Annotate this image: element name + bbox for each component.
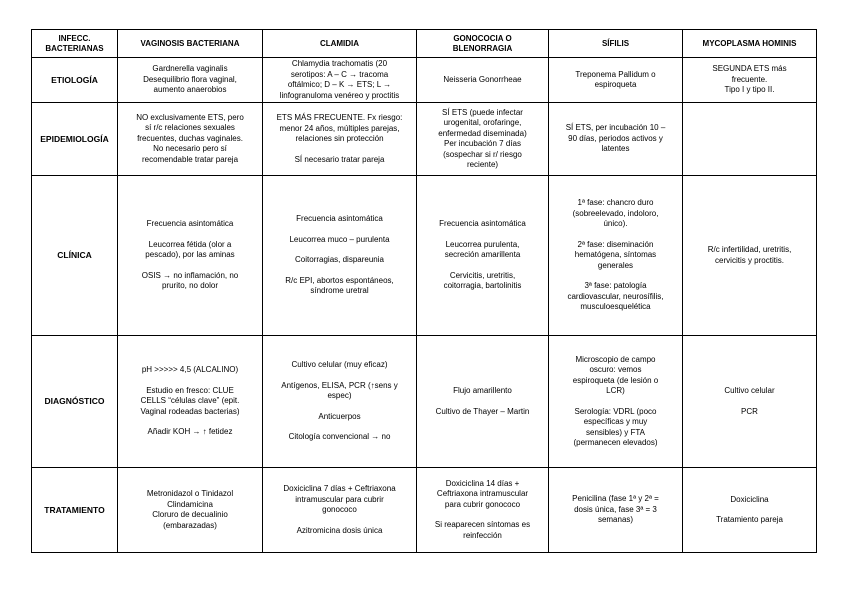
header-text-line: MYCOPLASMA HOMINIS	[702, 38, 797, 48]
paragraph-gap	[266, 145, 413, 155]
table-cell	[263, 468, 417, 553]
cell-text-line: PCR	[741, 406, 758, 416]
cell-text-line: dosis única, fase 3ª = 3	[574, 504, 657, 514]
cell-text-line: Doxiciclina	[730, 494, 769, 504]
cell-text-line: SEGUNDA ETS más	[712, 64, 787, 74]
table-cell	[118, 58, 263, 103]
table-cell	[263, 336, 417, 468]
cell-text-line: para cubrir gonococo	[444, 499, 521, 509]
paragraph-gap	[420, 397, 545, 407]
cell-text-line: Cultivo de Thayer – Martin	[435, 406, 530, 416]
paragraph-gap	[266, 245, 413, 255]
cell-text-line: oftálmico; D – K → ETS; L →	[287, 80, 392, 89]
row-label: DIAGNÓSTICO	[32, 336, 118, 468]
table-cell	[549, 103, 683, 176]
cell-text-line: Tratamiento pareja	[716, 515, 783, 524]
paragraph-gap	[552, 271, 679, 281]
cell-text-line: único).	[603, 219, 628, 229]
header-row	[32, 30, 817, 58]
table-row	[32, 176, 817, 336]
header-text-line: CLAMIDIA	[319, 38, 360, 48]
cell-text-line: generales	[597, 260, 634, 270]
table-cell	[417, 468, 549, 553]
cell-text-line: sí r/c relaciones sexuales	[145, 123, 235, 133]
paragraph-gap	[121, 230, 259, 240]
header-infecciones	[32, 30, 118, 58]
table-cell	[263, 103, 417, 176]
table-cell	[118, 336, 263, 468]
table-cell	[549, 468, 683, 553]
cell-text-line: Vaginal rodeadas bacterias)	[140, 406, 240, 416]
cell-text-line: Microscopio de campo	[575, 354, 656, 364]
cell-text-line: urogenital, orofaringe,	[443, 118, 522, 127]
table-cell	[417, 336, 549, 468]
header-text-line: INFECC.	[58, 33, 91, 43]
cell-text-line: Cervicitis, uretritis,	[449, 270, 516, 280]
cell-text-line: Azitromicina dosis única	[296, 525, 383, 535]
header-text-line: BACTERIANAS	[45, 43, 104, 53]
table-cell	[417, 58, 549, 103]
cell-text-line: Añadir KOH → ↑ fetidez	[147, 427, 233, 437]
paragraph-gap	[686, 397, 813, 407]
paragraph-gap	[420, 261, 545, 271]
table-cell	[549, 176, 683, 336]
paragraph-gap	[266, 371, 413, 381]
paragraph-gap	[121, 261, 259, 271]
header-text-line: GONOCOCIA O	[453, 33, 512, 43]
cell-text-line: pescado), por las aminas	[145, 250, 235, 260]
cell-text-line: 3ª fase: patología	[584, 281, 647, 291]
cell-text-line: musculoesquelética	[580, 302, 651, 312]
cell-text-line: prurito, no dolor	[161, 281, 219, 291]
cell-text-line: reciente)	[466, 160, 499, 169]
paragraph-gap	[686, 505, 813, 515]
cell-text-line: semanas)	[597, 515, 634, 525]
header-vaginosis	[118, 30, 263, 58]
table-cell	[683, 176, 817, 336]
row-label: TRATAMIENTO	[32, 468, 118, 553]
table-cell	[549, 336, 683, 468]
cell-text-line: 90 días, periodos activos y	[568, 133, 663, 143]
cell-text-line: serotipos: A – C → tracoma	[290, 69, 389, 79]
cell-text-line: Serología: VDRL (poco	[574, 406, 657, 416]
cell-text-line: R/c EPI, abortos espontáneos,	[285, 275, 394, 285]
row-label: EPIDEMIOLOGÍA	[32, 103, 118, 176]
cell-text-line: Per incubación 7 días	[444, 139, 521, 148]
cell-text-line: frecuentes, duchas vaginales.	[137, 133, 243, 143]
cell-text-line: enfermedad diseminada)	[438, 128, 527, 138]
table-row	[32, 336, 817, 468]
table-cell	[417, 176, 549, 336]
cell-text-line: síndrome uretral	[310, 286, 369, 296]
cell-text-line: cervicitis y proctitis.	[715, 255, 784, 265]
row-label: ETIOLOGÍA	[32, 58, 118, 103]
cell-text-line: Leucorrea purulenta,	[445, 239, 520, 249]
cell-text-line: Flujo amarillento	[453, 386, 512, 395]
table-cell	[118, 103, 263, 176]
cell-text-line: 1ª fase: chancro duro	[577, 198, 654, 208]
table-cell	[549, 58, 683, 103]
cell-text-line: Doxiciclina 14 días +	[445, 478, 520, 488]
cell-text-line: Doxiciclina 7 días + Ceftriaxona	[283, 484, 396, 493]
cell-text-line: Estudio en fresco: CLUE	[146, 385, 234, 395]
cell-text-line: SÍ ETS, per incubación 10 –	[565, 123, 666, 133]
cell-text-line: Leucorrea muco – purulenta	[289, 234, 390, 244]
cell-text-line: (permanecen elevados)	[573, 438, 658, 447]
cell-text-line: Desequilibrio flora vaginal,	[143, 74, 237, 84]
header-sifilis	[549, 30, 683, 58]
cell-text-line: reinfección	[463, 530, 502, 540]
paragraph-gap	[121, 417, 259, 427]
cell-text-line: cardiovascular, neurosífilis,	[567, 291, 664, 301]
table-cell	[683, 468, 817, 553]
cell-text-line: frecuente.	[731, 74, 768, 84]
table-cell	[263, 58, 417, 103]
cell-text-line: SÍ necesario tratar pareja	[294, 154, 385, 164]
cell-text-line: hematógena, síntomas	[574, 250, 657, 260]
cell-text-line: 2ª fase: diseminación	[577, 239, 654, 249]
cell-text-line: Si reaparecen síntomas es	[434, 520, 531, 530]
paragraph-gap	[266, 516, 413, 526]
paragraph-gap	[552, 397, 679, 407]
cell-text-line: espiroqueta	[594, 80, 637, 89]
table-row	[32, 58, 817, 103]
paragraph-gap	[266, 402, 413, 412]
cell-text-line: gonococo	[322, 505, 357, 514]
cell-text-line: ETS MÁS FRECUENTE. Fx riesgo:	[276, 113, 403, 122]
paragraph-gap	[420, 230, 545, 240]
cell-text-line: R/c infertilidad, uretritis,	[707, 245, 792, 254]
cell-text-line: espiroqueta (de lesión o	[572, 375, 659, 385]
header-mycoplasma	[683, 30, 817, 58]
cell-text-line: No necesario pero sí	[153, 144, 227, 154]
cell-text-line: oscuro: vemos	[589, 365, 642, 374]
cell-text-line: Coitorragias, dispareunia	[295, 255, 384, 265]
cell-text-line: Penicilina (fase 1ª y 2ª =	[572, 494, 659, 504]
cell-text-line: Gardnerella vaginalis	[152, 64, 228, 74]
table-cell	[263, 176, 417, 336]
cell-text-line: OSIS → no inflamación, no	[141, 270, 239, 280]
cell-text-line: Cultivo celular (muy eficaz)	[291, 360, 388, 370]
header-text-line: BLENORRAGIA	[452, 43, 513, 53]
row-label: CLÍNICA	[32, 176, 118, 336]
cell-text-line: intramuscular para cubrir	[295, 494, 384, 504]
cell-text-line: coitorragia, bartolinitis	[443, 281, 522, 291]
cell-text-line: CELLS “células clave” (epit.	[140, 396, 240, 406]
cell-text-line: Cultivo celular	[724, 386, 775, 395]
table-cell	[683, 336, 817, 468]
cell-text-line: sensibles) y FTA	[586, 427, 645, 437]
header-text-line: SÍFILIS	[601, 38, 630, 48]
cell-text-line: específicas y muy	[583, 417, 648, 426]
header-gonococia	[417, 30, 549, 58]
cell-text-line: Neisseria Gonorrheae	[443, 74, 522, 84]
cell-text-line: Frecuencia asintomática	[296, 214, 383, 224]
table-cell	[683, 58, 817, 103]
cell-text-line: recomendable tratar pareja	[141, 154, 239, 164]
cell-text-line: menor 24 años, múltiples parejas,	[279, 123, 400, 133]
cell-text-line: (sospechar si r/ riesgo	[443, 149, 522, 159]
paragraph-gap	[420, 510, 545, 520]
paragraph-gap	[552, 230, 679, 240]
cell-text-line: Frecuencia asintomática	[439, 219, 526, 229]
header-clamidia	[263, 30, 417, 58]
paragraph-gap	[266, 225, 413, 235]
cell-text-line: LCR)	[606, 386, 625, 395]
cell-text-line: Clindamicina	[167, 499, 213, 509]
table-row	[32, 468, 817, 553]
cell-text-line: pH >>>>> 4,5 (ALCALINO)	[141, 365, 239, 375]
cell-text-line: latentes	[601, 144, 630, 154]
cell-text-line: Ceftriaxona intramuscular	[436, 489, 529, 499]
cell-text-line: Antígenos, ELISA, PCR (↑sens y	[281, 380, 398, 390]
cell-text-line: (sobreelevado, indoloro,	[572, 208, 659, 218]
cell-text-line: Anticuerpos	[318, 411, 361, 421]
cell-text-line: (embarazadas)	[163, 520, 217, 530]
cell-text-line: secreción amarillenta	[444, 250, 521, 260]
paragraph-gap	[266, 266, 413, 276]
cell-text-line: SÍ ETS (puede infectar	[442, 107, 523, 117]
cell-text-line: linfogranuloma venéreo y proctitis	[279, 90, 400, 100]
cell-text-line: relaciones sin protección	[295, 134, 384, 143]
table-cell	[118, 468, 263, 553]
paragraph-gap	[121, 376, 259, 386]
cell-text-line: Chlamydia trachomatis (20	[291, 59, 388, 68]
header-text-line: VAGINOSIS BACTERIANA	[140, 38, 240, 48]
cell-text-line: Citología convencional → no	[288, 432, 391, 442]
paragraph-gap	[266, 422, 413, 432]
cell-text-line: Frecuencia asintomática	[146, 219, 234, 229]
infections-table	[31, 29, 817, 553]
table-cell	[417, 103, 549, 176]
cell-text-line: Cloruro de decualinio	[152, 510, 228, 519]
cell-text-line: NO exclusivamente ETS, pero	[136, 112, 244, 122]
cell-text-line: Treponema Pallidum o	[575, 69, 656, 79]
cell-text-line: Tipo I y tipo II.	[724, 85, 775, 95]
table-cell	[683, 103, 817, 176]
table-cell	[118, 176, 263, 336]
cell-text-line: Leucorrea fétida (olor a	[148, 239, 232, 249]
table-row	[32, 103, 817, 176]
cell-text-line: espec)	[327, 391, 352, 401]
cell-text-line: aumento anaerobios	[153, 85, 227, 95]
cell-text-line: Metronidazol o Tinidazol	[146, 489, 234, 498]
